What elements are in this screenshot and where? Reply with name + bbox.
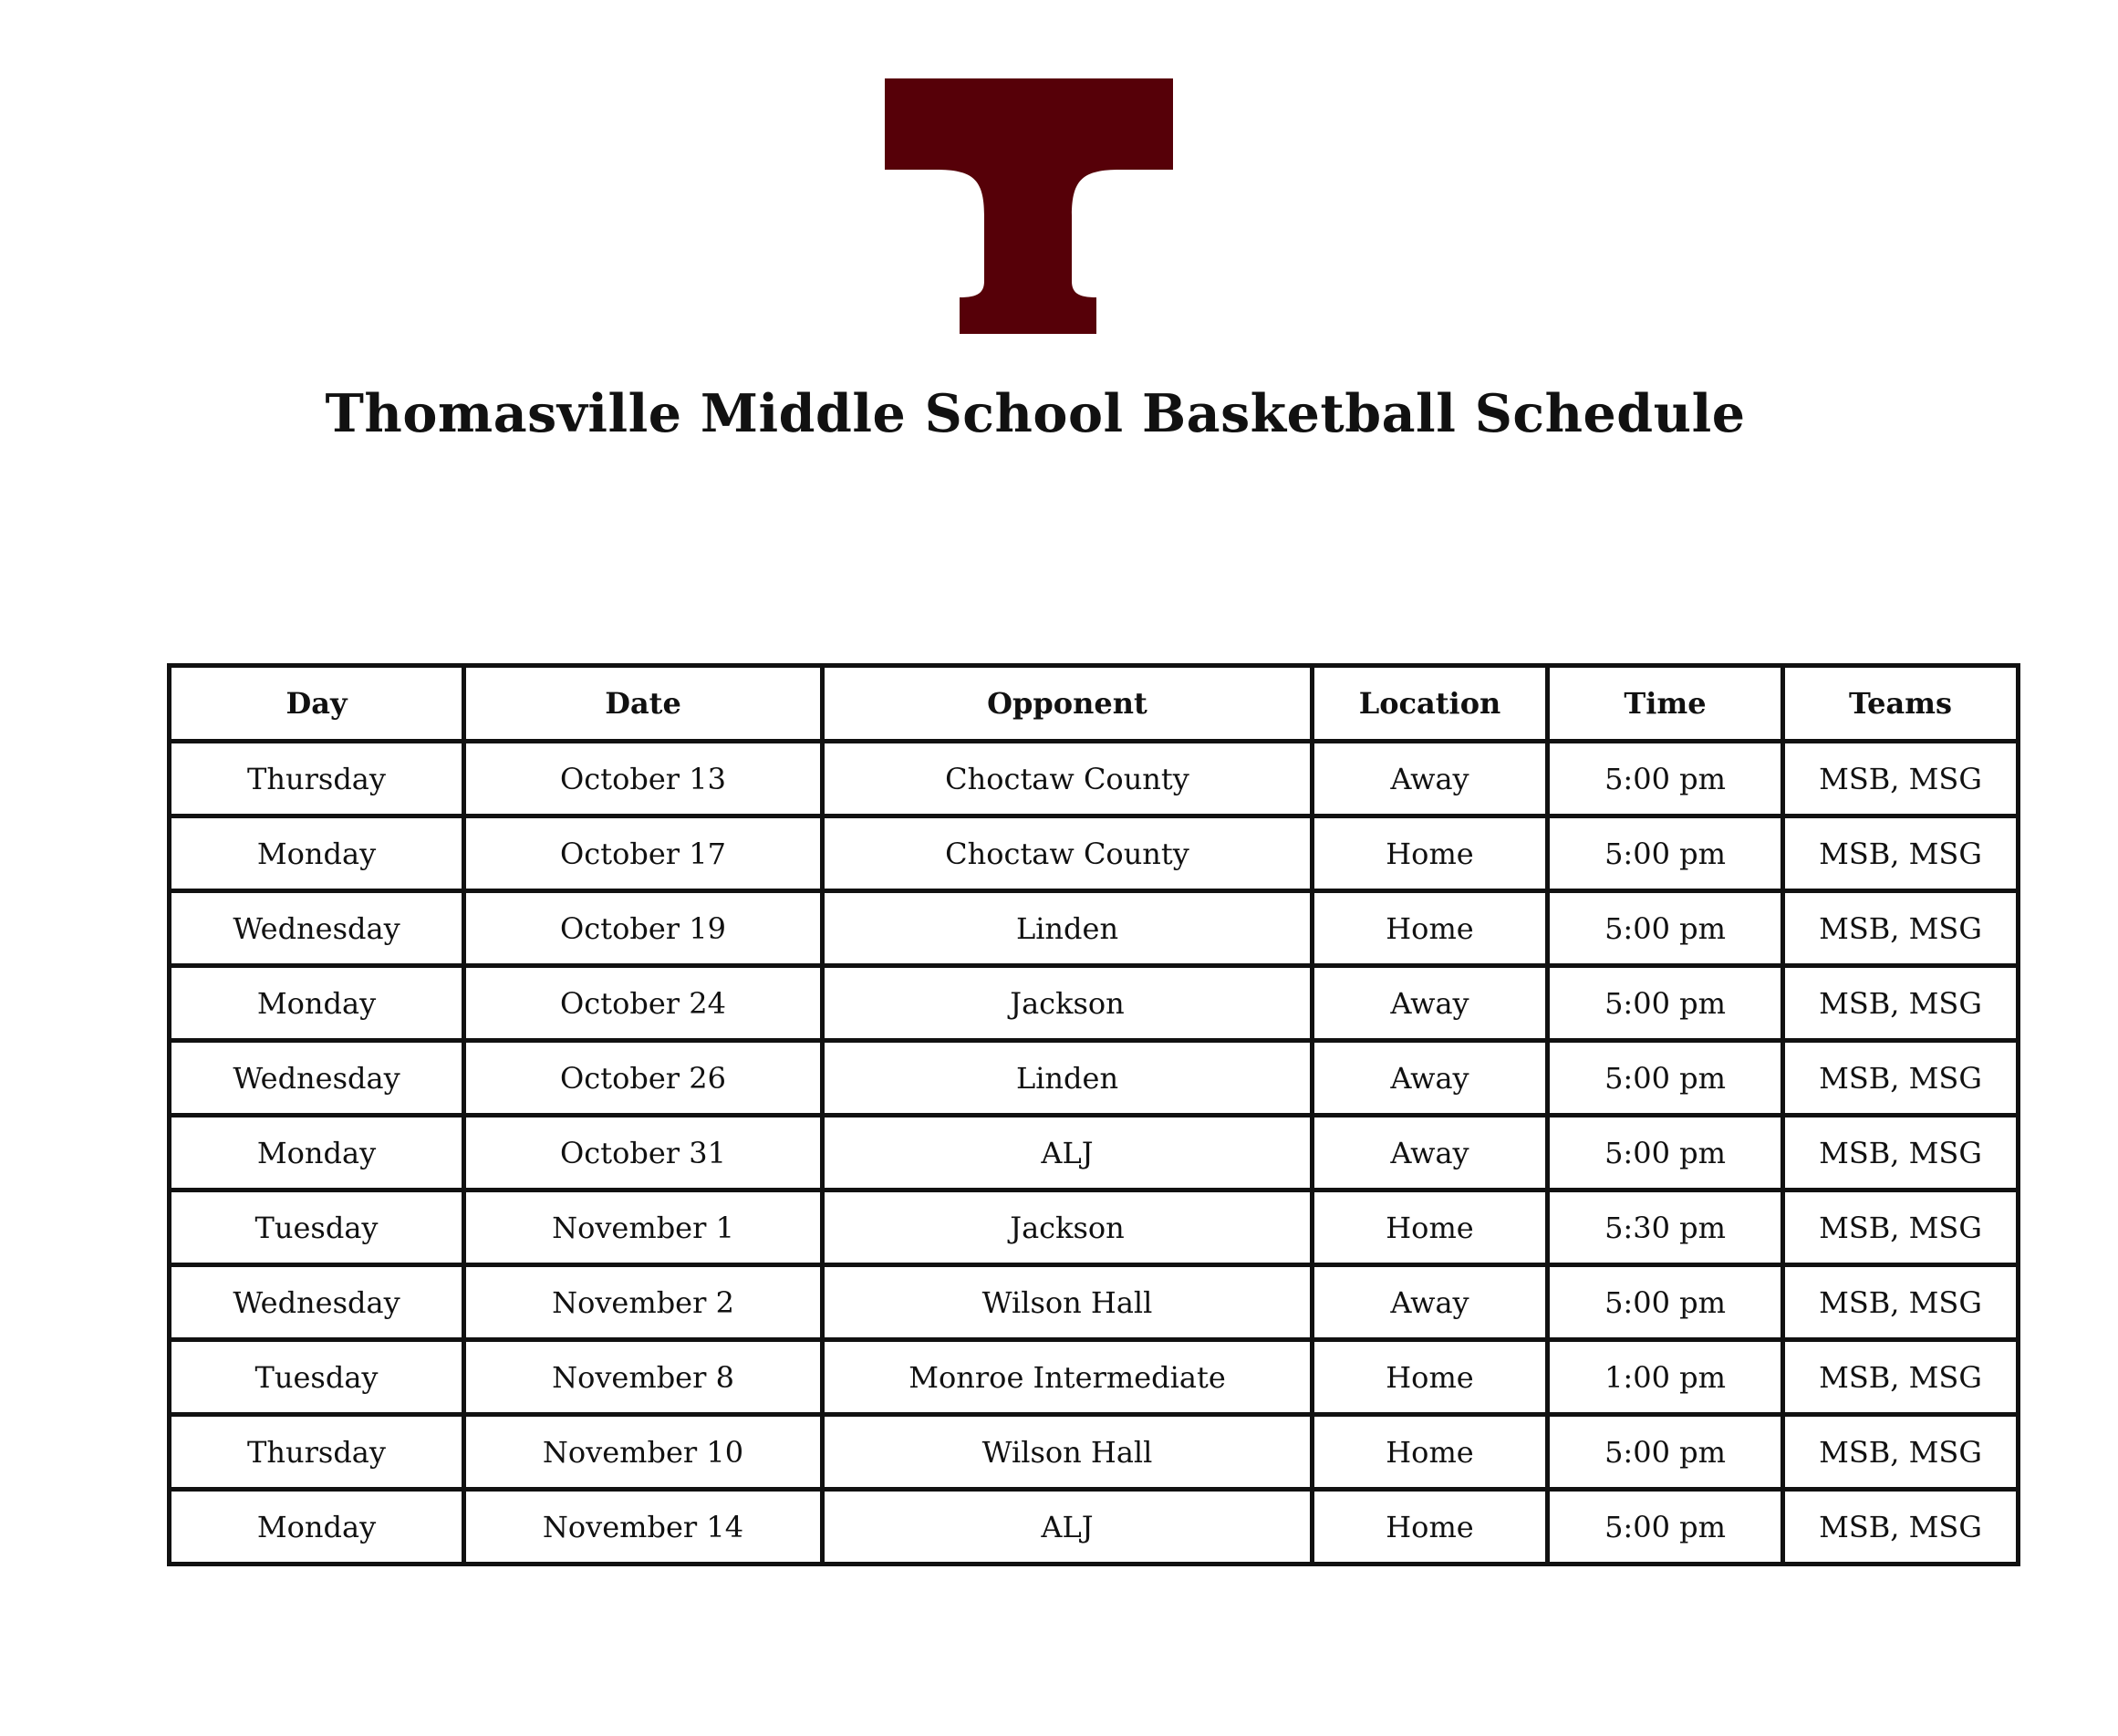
cell-opponent: Monroe Intermediate [823, 1340, 1313, 1415]
cell-location: Home [1313, 1190, 1548, 1265]
cell-day: Monday [170, 816, 464, 891]
cell-time: 5:00 pm [1548, 1116, 1783, 1190]
cell-time: 5:00 pm [1548, 1415, 1783, 1490]
table-row [170, 891, 2019, 966]
table-row [170, 1190, 2019, 1265]
cell-opponent: ALJ [823, 1116, 1313, 1190]
cell-day: Monday [170, 966, 464, 1041]
cell-opponent: Choctaw County [823, 816, 1313, 891]
header-teams: Teams [1783, 666, 2019, 742]
cell-location: Home [1313, 1415, 1548, 1490]
cell-teams: MSB, MSG [1783, 891, 2019, 966]
cell-teams: MSB, MSG [1783, 816, 2019, 891]
table-row [170, 1415, 2019, 1490]
header-location: Location [1313, 666, 1548, 742]
cell-location: Away [1313, 966, 1548, 1041]
table-row [170, 1116, 2019, 1190]
cell-opponent: Wilson Hall [823, 1265, 1313, 1340]
cell-location: Away [1313, 1041, 1548, 1116]
cell-opponent: Linden [823, 891, 1313, 966]
page-title: Thomasville Middle School Basketball Schedule [325, 383, 1746, 444]
cell-time: 5:00 pm [1548, 1490, 1783, 1564]
letter-t-logo-icon [885, 78, 1173, 334]
cell-date: November 1 [464, 1190, 823, 1265]
cell-date: October 13 [464, 742, 823, 816]
cell-opponent: ALJ [823, 1490, 1313, 1564]
cell-time: 5:30 pm [1548, 1190, 1783, 1265]
cell-time: 5:00 pm [1548, 742, 1783, 816]
cell-day: Thursday [170, 742, 464, 816]
cell-time: 5:00 pm [1548, 1265, 1783, 1340]
header-opponent: Opponent [823, 666, 1313, 742]
table-row [170, 1340, 2019, 1415]
cell-day: Wednesday [170, 1265, 464, 1340]
cell-day: Tuesday [170, 1340, 464, 1415]
schedule-table [167, 663, 2020, 1566]
cell-opponent: Linden [823, 1041, 1313, 1116]
table-row [170, 966, 2019, 1041]
cell-location: Home [1313, 1490, 1548, 1564]
cell-teams: MSB, MSG [1783, 1340, 2019, 1415]
cell-day: Monday [170, 1116, 464, 1190]
cell-opponent: Choctaw County [823, 742, 1313, 816]
cell-location: Home [1313, 891, 1548, 966]
table-row [170, 816, 2019, 891]
cell-opponent: Jackson [823, 966, 1313, 1041]
header-time: Time [1548, 666, 1783, 742]
header-day: Day [170, 666, 464, 742]
header-date: Date [464, 666, 823, 742]
cell-opponent: Wilson Hall [823, 1415, 1313, 1490]
cell-day: Wednesday [170, 891, 464, 966]
cell-day: Thursday [170, 1415, 464, 1490]
cell-location: Away [1313, 742, 1548, 816]
cell-date: October 24 [464, 966, 823, 1041]
table-header-row [170, 666, 2019, 742]
cell-day: Wednesday [170, 1041, 464, 1116]
cell-location: Away [1313, 1265, 1548, 1340]
cell-time: 5:00 pm [1548, 966, 1783, 1041]
table-row [170, 1490, 2019, 1564]
table-row [170, 1041, 2019, 1116]
cell-location: Away [1313, 1116, 1548, 1190]
cell-time: 5:00 pm [1548, 1041, 1783, 1116]
cell-time: 5:00 pm [1548, 816, 1783, 891]
cell-date: November 8 [464, 1340, 823, 1415]
cell-date: November 2 [464, 1265, 823, 1340]
cell-date: October 19 [464, 891, 823, 966]
cell-teams: MSB, MSG [1783, 1116, 2019, 1190]
table-row [170, 1265, 2019, 1340]
cell-teams: MSB, MSG [1783, 1265, 2019, 1340]
cell-teams: MSB, MSG [1783, 966, 2019, 1041]
cell-date: November 10 [464, 1415, 823, 1490]
cell-location: Home [1313, 1340, 1548, 1415]
cell-date: October 17 [464, 816, 823, 891]
table-row [170, 742, 2019, 816]
cell-teams: MSB, MSG [1783, 742, 2019, 816]
cell-teams: MSB, MSG [1783, 1490, 2019, 1564]
cell-teams: MSB, MSG [1783, 1190, 2019, 1265]
cell-time: 5:00 pm [1548, 891, 1783, 966]
cell-location: Home [1313, 816, 1548, 891]
cell-teams: MSB, MSG [1783, 1415, 2019, 1490]
cell-date: October 31 [464, 1116, 823, 1190]
cell-day: Monday [170, 1490, 464, 1564]
cell-day: Tuesday [170, 1190, 464, 1265]
cell-date: November 14 [464, 1490, 823, 1564]
cell-time: 1:00 pm [1548, 1340, 1783, 1415]
cell-opponent: Jackson [823, 1190, 1313, 1265]
cell-date: October 26 [464, 1041, 823, 1116]
cell-teams: MSB, MSG [1783, 1041, 2019, 1116]
